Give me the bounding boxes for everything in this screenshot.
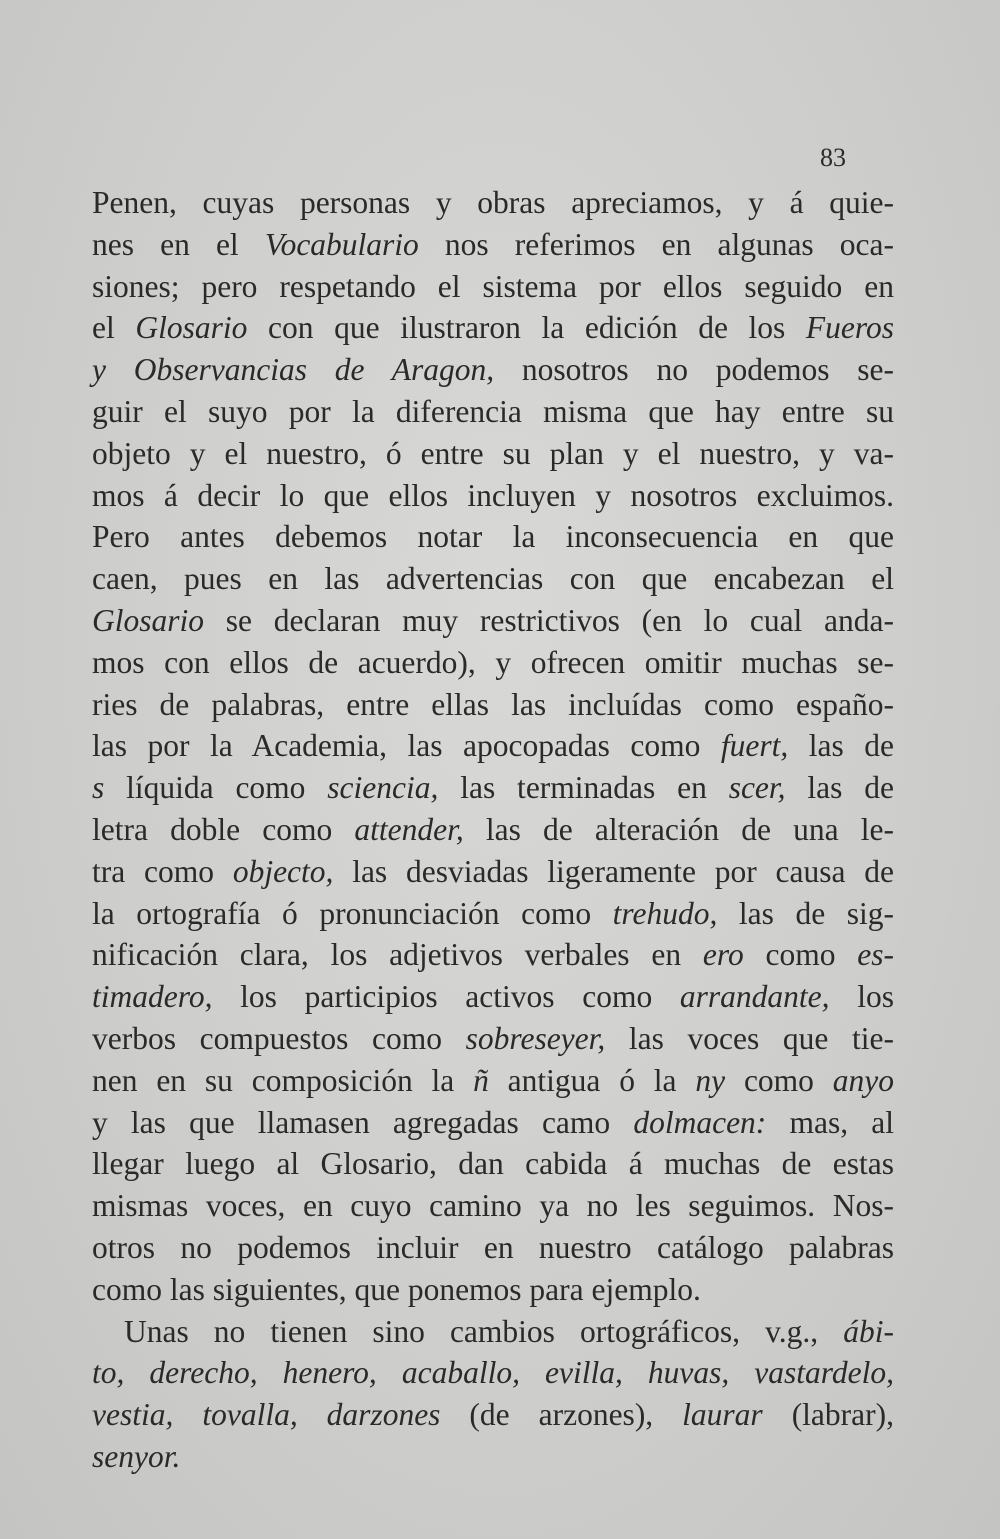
text-line	[92, 516, 894, 558]
text-run: letra doble como	[92, 811, 355, 847]
text-run: antigua ó la	[488, 1062, 696, 1098]
text-run: los participios activos como	[212, 979, 680, 1015]
text-line	[92, 600, 894, 642]
text-run: Penen, cuyas personas y obras apreciamos, y á quie-	[92, 185, 894, 220]
text-line	[92, 1060, 894, 1102]
text-run: nos referimos en algunas oca-	[418, 226, 894, 262]
text-run: las de	[788, 728, 894, 764]
text-run: la ortografía ó pronunciación como	[92, 895, 613, 931]
italic-text-run: sciencia,	[327, 770, 439, 806]
text-line	[92, 349, 894, 391]
text-line	[92, 1102, 894, 1144]
text-line	[92, 266, 894, 308]
text-line	[92, 1352, 894, 1394]
text-line	[92, 391, 894, 433]
page-number: 83	[820, 143, 846, 172]
text-run: nificación clara, los adjetivos verbales en	[92, 937, 703, 973]
italic-text-run: trehudo,	[612, 895, 718, 931]
italic-text-run: scer,	[728, 770, 786, 806]
text-line	[92, 725, 894, 767]
italic-text-run: Vocabulario	[264, 226, 419, 262]
text-line	[92, 1269, 894, 1311]
text-run: nen en su composición la	[92, 1062, 474, 1098]
text-line	[92, 224, 894, 266]
text-line	[92, 1394, 894, 1436]
text-run: tra como	[92, 853, 233, 889]
italic-text-run: dolmacen:	[633, 1104, 767, 1140]
text-run: nes en el	[92, 226, 265, 262]
text-run: el	[92, 310, 136, 346]
text-line	[92, 642, 894, 684]
text-line	[92, 684, 894, 726]
text-run: mismas voces, en cuyo camino ya no les seguimos. Nos-	[92, 1188, 894, 1224]
text-line	[92, 1185, 894, 1227]
body-text	[92, 182, 894, 1478]
text-run: líquida como	[104, 770, 328, 806]
italic-text-run: Glosario	[135, 310, 248, 346]
text-run: ries de palabras, entre ellas las incluídas como españo-	[92, 686, 894, 722]
text-run: como las siguientes, que ponemos para ejemplo.	[92, 1271, 701, 1307]
text-run: guir el suyo por la diferencia misma que hay entre su	[92, 393, 894, 429]
text-run: como	[725, 1062, 833, 1098]
italic-text-run: Fueros	[805, 310, 894, 346]
text-run: Pero antes debemos notar la inconsecuencia en que	[92, 519, 894, 555]
text-line	[92, 934, 894, 976]
text-line	[92, 475, 894, 517]
italic-text-run: ero	[702, 937, 744, 973]
text-run: caen, pues en las advertencias con que encabezan el	[92, 561, 894, 597]
text-run: verbos compuestos como	[92, 1020, 466, 1056]
italic-text-run: fuert,	[720, 728, 789, 764]
text-line	[92, 851, 894, 893]
italic-text-run: objecto,	[232, 853, 334, 889]
text-line	[92, 1436, 894, 1478]
italic-text-run: arrandante,	[679, 979, 830, 1015]
text-run: mos á decir lo que ellos incluyen y nosotros excluimos.	[92, 477, 894, 513]
text-run: se declaran muy restrictivos (en lo cual anda-	[204, 602, 894, 638]
text-run: las desviadas ligeramente por causa de	[333, 853, 894, 889]
text-line	[92, 1311, 894, 1353]
text-run: y las que llamasen agregadas camo	[92, 1104, 634, 1140]
text-line	[92, 433, 894, 475]
text-run: como	[743, 937, 858, 973]
italic-text-run: anyo	[832, 1062, 894, 1098]
text-line	[92, 1018, 894, 1060]
text-run: Unas no tienen sino cambios ortográficos, v.g.,	[124, 1313, 844, 1349]
italic-text-run: senyor.	[92, 1438, 181, 1474]
text-run: las voces que tie-	[605, 1020, 895, 1056]
text-run: otros no podemos incluir en nuestro catálogo palabras	[92, 1229, 894, 1265]
paragraph-2	[92, 1311, 894, 1478]
text-run: nosotros no podemos se-	[494, 352, 894, 388]
italic-text-run: sobreseyer,	[465, 1020, 606, 1056]
text-run: objeto y el nuestro, ó entre su plan y el nuestro, y va-	[92, 435, 894, 471]
text-line	[92, 809, 894, 851]
text-line	[92, 976, 894, 1018]
text-run: mos con ellos de acuerdo), y ofrecen omitir muchas se-	[92, 644, 894, 680]
text-line	[92, 1143, 894, 1185]
text-run: mas, al	[766, 1104, 894, 1140]
text-run: las por la Academia, las apocopadas como	[92, 728, 721, 764]
text-run: las de sig-	[717, 895, 894, 931]
italic-text-run: y Observancias de Aragon,	[92, 352, 495, 388]
text-line	[92, 307, 894, 349]
text-run: siones; pero respetando el sistema por ellos seguido en	[92, 268, 894, 304]
italic-text-run: attender,	[354, 811, 464, 847]
paragraph-1	[92, 182, 894, 1311]
text-line	[92, 767, 894, 809]
text-line	[92, 558, 894, 600]
italic-text-run: laurar	[682, 1397, 763, 1433]
text-run: con que ilustraron la edición de los	[247, 310, 806, 346]
text-line	[92, 182, 894, 224]
italic-text-run: timadero,	[92, 979, 213, 1015]
text-run: las de alteración de una le-	[463, 811, 895, 847]
italic-text-run: ñ	[473, 1062, 489, 1098]
text-line	[92, 1227, 894, 1269]
text-line	[92, 893, 894, 935]
text-run: (labrar),	[762, 1397, 894, 1433]
text-run: las terminadas en	[438, 770, 729, 806]
italic-text-run: ábi-	[843, 1313, 894, 1349]
text-run: llegar luego al Glosario, dan cabida á muchas de estas	[92, 1146, 894, 1182]
italic-text-run: vestia, tovalla, darzones	[92, 1397, 441, 1433]
italic-text-run: to, derecho, henero, acaballo, evilla, huvas, vastardelo,	[92, 1355, 894, 1391]
text-run: los	[829, 979, 894, 1015]
italic-text-run: s	[92, 770, 105, 806]
italic-text-run: es-	[857, 937, 894, 973]
text-run: las de	[785, 770, 894, 806]
italic-text-run: ny	[695, 1062, 726, 1098]
italic-text-run: Glosario	[92, 602, 205, 638]
text-run: (de arzones),	[440, 1397, 683, 1433]
